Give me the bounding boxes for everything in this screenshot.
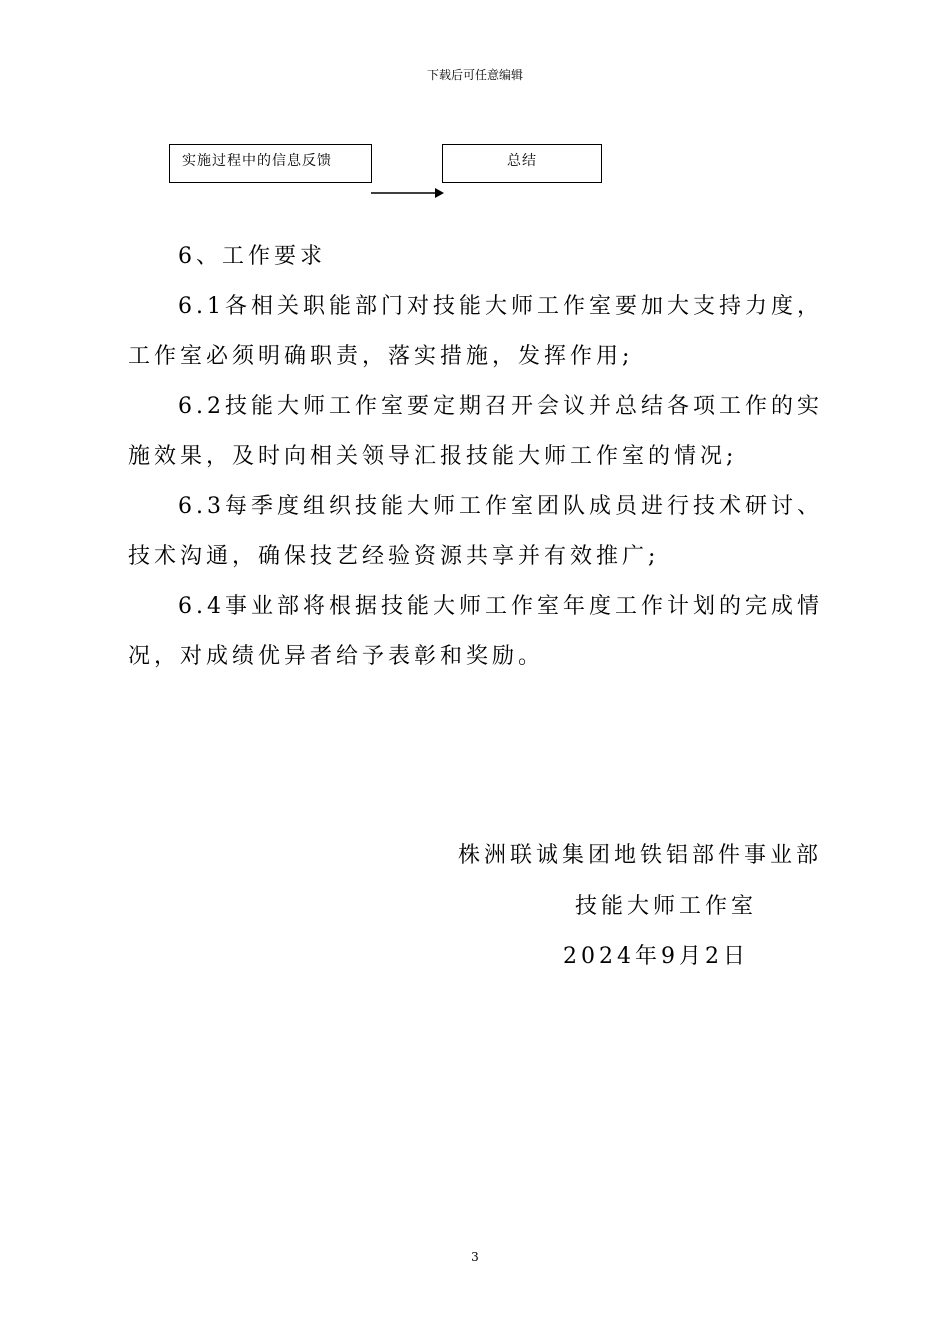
flowchart-arrow xyxy=(371,186,446,200)
page-number: 3 xyxy=(471,1250,479,1264)
paragraph-6-3: 6.3每季度组织技能大师工作室团队成员进行技术研讨、技术沟通，确保技艺经验资源共享并有效推广; xyxy=(128,494,823,569)
signature-department: 技能大师工作室 xyxy=(575,894,758,919)
flowchart-box-summary: 总结 xyxy=(442,144,602,183)
flowchart-box-feedback: 实施过程中的信息反馈 xyxy=(169,144,372,183)
section-heading: 6、工作要求 xyxy=(178,244,326,269)
paragraph-6-4: 6.4事业部将根据技能大师工作室年度工作计划的完成情况，对成绩优异者给予表彰和奖励。 xyxy=(128,594,823,669)
signature-date: 2024年9月2日 xyxy=(563,944,749,969)
signature-organization: 株洲联诚集团地铁铝部件事业部 xyxy=(458,843,823,868)
paragraph-6-1: 6.1各相关职能部门对技能大师工作室要加大支持力度，工作室必须明确职责，落实措施，发挥作用; xyxy=(128,294,823,369)
section-body xyxy=(128,282,833,682)
paragraph-6-2: 6.2技能大师工作室要定期召开会议并总结各项工作的实施效果，及时向相关领导汇报技能大师工作室的情况; xyxy=(128,394,823,469)
page-header: 下载后可任意编辑 xyxy=(426,68,523,82)
